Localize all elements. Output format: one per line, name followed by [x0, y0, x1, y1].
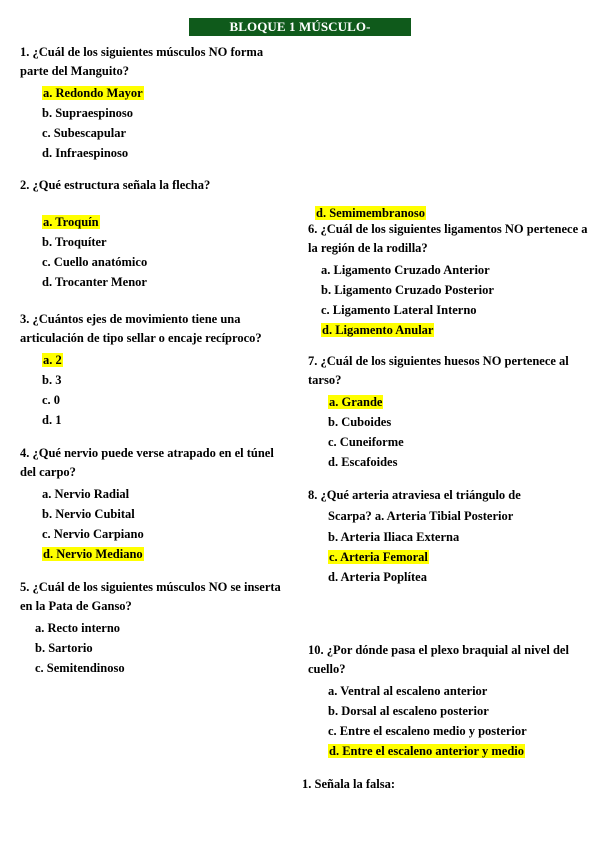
question-2: [20, 176, 292, 292]
question-trailing: [302, 775, 584, 794]
document-title: BLOQUE 1 MÚSCULO-ESQUELÉTICO: [189, 18, 411, 36]
answer-option[interactable]: d. Ligamento Anular: [322, 323, 434, 337]
question-text: 10. ¿Por dónde pasa el plexo braquial al nivel del cuello?: [308, 643, 569, 676]
answer-option[interactable]: b. Supraespinoso: [42, 106, 134, 120]
answer-option[interactable]: a. Nervio Radial: [42, 487, 130, 501]
answer-option[interactable]: a. Recto interno: [35, 621, 121, 635]
answer-option[interactable]: a. 2: [43, 353, 62, 367]
question-text: 2. ¿Qué estructura señala la flecha?: [20, 178, 211, 192]
answer-option[interactable]: a. Redondo Mayor: [43, 86, 143, 100]
answer-option[interactable]: d. Infraespinoso: [42, 146, 129, 160]
answer-option[interactable]: c. Entre el escaleno medio y posterior: [328, 724, 527, 738]
answer-option[interactable]: d. Arteria Poplítea: [328, 570, 427, 584]
question-1: [20, 43, 292, 163]
question-10: [308, 641, 590, 761]
answer-option[interactable]: b. Sartorio: [35, 641, 93, 655]
question-7: [308, 352, 590, 472]
question-3: [20, 310, 292, 430]
question-text: 1. Señala la falsa:: [302, 777, 396, 791]
answer-option[interactable]: b. Dorsal al escaleno posterior: [328, 704, 489, 718]
answer-option[interactable]: d. Trocanter Menor: [42, 275, 147, 289]
answer-option[interactable]: d. Entre el escaleno anterior y medio: [329, 744, 524, 758]
question-6: [308, 220, 590, 340]
answer-option[interactable]: b. Arteria Iliaca Externa: [328, 530, 460, 544]
question-text-continued: Scarpa? a. Arteria Tibial Posterior: [328, 509, 514, 523]
answer-option[interactable]: c. Nervio Carpiano: [42, 527, 144, 541]
answer-option[interactable]: a. Grande: [329, 395, 383, 409]
answer-option[interactable]: d. Semimembranoso: [316, 206, 426, 220]
answer-option[interactable]: c. Arteria Femoral: [329, 550, 428, 564]
answer-option[interactable]: a. Ventral al escaleno anterior: [328, 684, 488, 698]
answer-option[interactable]: b. Troquíter: [42, 235, 107, 249]
question-text: 6. ¿Cuál de los siguientes ligamentos NO pertenece a la región de la rodilla?: [308, 222, 588, 255]
answer-option[interactable]: d. 1: [42, 413, 62, 427]
question-text: 1. ¿Cuál de los siguientes músculos NO forma parte del Manguito?: [20, 45, 264, 78]
answer-option[interactable]: b. Nervio Cubital: [42, 507, 135, 521]
answer-option[interactable]: a. Ligamento Cruzado Anterior: [321, 263, 490, 277]
question-text: 4. ¿Qué nervio puede verse atrapado en el túnel del carpo?: [20, 446, 274, 479]
question-8: [308, 486, 590, 587]
answer-option[interactable]: c. 0: [42, 393, 61, 407]
answer-option[interactable]: c. Cuello anatómico: [42, 255, 148, 269]
answer-option[interactable]: c. Subescapular: [42, 126, 127, 140]
answer-option[interactable]: b. Cuboides: [328, 415, 392, 429]
question-5: [20, 578, 292, 678]
answer-option[interactable]: a. Troquín: [43, 215, 99, 229]
question-4: [20, 444, 292, 564]
question-text: 7. ¿Cuál de los siguientes huesos NO pertenece al tarso?: [308, 354, 569, 387]
question-text: 3. ¿Cuántos ejes de movimiento tiene una articulación de tipo sellar o encaje recíproco?: [20, 312, 262, 345]
answer-option[interactable]: c. Semitendinoso: [35, 661, 125, 675]
question-text: 8. ¿Qué arteria atraviesa el triángulo de: [308, 488, 521, 502]
answer-option[interactable]: b. 3: [42, 373, 62, 387]
answer-option[interactable]: b. Ligamento Cruzado Posterior: [321, 283, 494, 297]
answer-option[interactable]: c. Cuneiforme: [328, 435, 404, 449]
answer-option[interactable]: d. Escafoides: [328, 455, 398, 469]
answer-option[interactable]: c. Ligamento Lateral Interno: [321, 303, 477, 317]
question-text: 5. ¿Cuál de los siguientes músculos NO se inserta en la Pata de Ganso?: [20, 580, 281, 613]
answer-option[interactable]: d. Nervio Mediano: [43, 547, 143, 561]
